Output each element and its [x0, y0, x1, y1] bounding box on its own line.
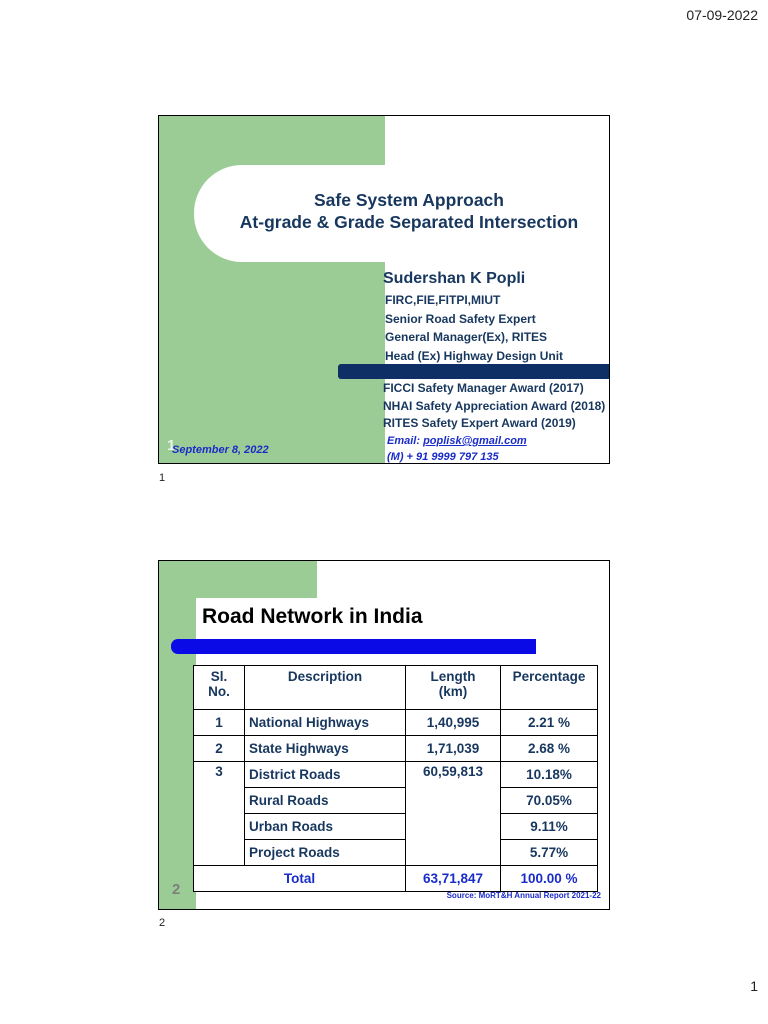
- contact-info: [387, 433, 527, 464]
- cell-description: Rural Roads: [245, 788, 406, 814]
- slide-number: 2: [172, 881, 181, 898]
- cell-sl: 1: [194, 710, 245, 736]
- road-network-table: [193, 665, 598, 892]
- cell-length: 1,40,995: [406, 710, 501, 736]
- slide-date: September 8, 2022: [172, 444, 269, 456]
- slide-1: [158, 115, 610, 464]
- slide-1-title: [214, 189, 604, 233]
- credential-line: Head (Ex) Highway Design Unit: [385, 348, 564, 363]
- page-date: 07-09-2022: [686, 7, 758, 23]
- cell-percentage: 2.21 %: [501, 710, 598, 736]
- page-number: 1: [750, 978, 758, 994]
- slide-2: [158, 560, 610, 910]
- cell-description: Project Roads: [245, 840, 406, 866]
- cell-percentage: 2.68 %: [501, 736, 598, 762]
- cell-length: 60,59,813: [406, 762, 501, 866]
- table-header-row: [194, 666, 598, 710]
- cell-total-percentage: 100.00 %: [501, 866, 598, 892]
- header-text: Length: [430, 669, 476, 684]
- header-text: Sl.: [210, 669, 228, 684]
- credential-line: FIRC,FIE,FITPI,MIUT: [385, 293, 501, 307]
- award-line: FICCI Safety Manager Award (2017): [383, 381, 584, 395]
- author-credentials: [385, 291, 563, 365]
- credential-line: General Manager(Ex), RITES: [385, 330, 548, 344]
- cell-percentage: 70.05%: [501, 788, 598, 814]
- title-line-2: At-grade & Grade Separated Intersection: [239, 212, 579, 232]
- cell-sl: 3: [194, 762, 245, 866]
- table-row: [194, 736, 598, 762]
- slide-green-panel-left: [159, 561, 196, 909]
- email-label: Email:: [387, 435, 421, 447]
- table-row: [194, 710, 598, 736]
- cell-percentage: 5.77%: [501, 840, 598, 866]
- cell-description: State Highways: [245, 736, 406, 762]
- award-line: NHAI Safety Appreciation Award (2018): [383, 398, 606, 413]
- source-note: Source: MoRT&H Annual Report 2021-22: [446, 891, 601, 900]
- accent-bar: [338, 364, 610, 379]
- awards-list: [383, 380, 605, 433]
- header-length: [406, 666, 501, 710]
- cell-total-length: 63,71,847: [406, 866, 501, 892]
- slide-2-title: Road Network in India: [202, 605, 423, 628]
- header-description: Description: [245, 666, 406, 710]
- email-line: [387, 433, 527, 449]
- table-row: [194, 814, 598, 840]
- email-link[interactable]: poplisk@gmail.com: [423, 435, 527, 447]
- award-line: RITES Safety Expert Award (2019): [383, 416, 576, 430]
- table-row: [194, 788, 598, 814]
- table-row: [194, 762, 598, 788]
- slide-caption: 1: [159, 472, 166, 484]
- header-text: (km): [438, 684, 468, 699]
- cell-description: District Roads: [245, 762, 406, 788]
- cell-description: National Highways: [245, 710, 406, 736]
- header-sl-no: [194, 666, 245, 710]
- cell-sl: 2: [194, 736, 245, 762]
- slide-caption: 2: [159, 917, 166, 929]
- author-name: Sudershan K Popli: [383, 270, 526, 287]
- header-percentage: Percentage: [501, 666, 598, 710]
- cell-description: Urban Roads: [245, 814, 406, 840]
- cell-length: 1,71,039: [406, 736, 501, 762]
- accent-bar: [171, 639, 536, 654]
- mobile-number: (M) + 91 9999 797 135: [387, 451, 499, 463]
- slide-number: 1: [167, 437, 176, 454]
- header-text: No.: [208, 684, 230, 699]
- title-line-1: Safe System Approach: [314, 190, 504, 210]
- cell-total-label: Total: [194, 866, 406, 892]
- cell-percentage: 9.11%: [501, 814, 598, 840]
- credential-line: Senior Road Safety Expert: [385, 311, 536, 326]
- table-total-row: [194, 866, 598, 892]
- table-row: [194, 840, 598, 866]
- cell-percentage: 10.18%: [501, 762, 598, 788]
